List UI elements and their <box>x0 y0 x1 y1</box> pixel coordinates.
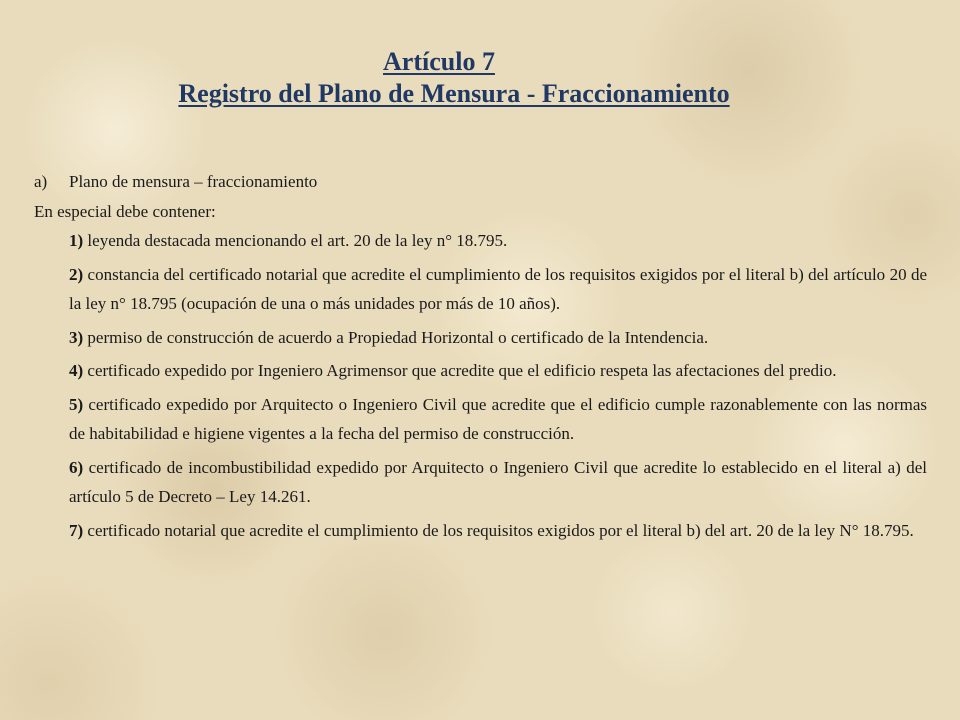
requirement-number: 5) <box>69 394 84 414</box>
requirement-text: constancia del certificado notarial que acredite el cumplimiento de los requisitos exigidos por el literal b) del artículo 20 de la ley n° 18.795 (ocupación de una o más unidades por más de 10 años). <box>69 264 927 313</box>
section-a-text: Plano de mensura – fraccionamiento <box>69 172 318 191</box>
article-number-title: Artículo 7 <box>383 47 495 76</box>
requirement-item <box>34 453 927 512</box>
article-subject-title: Registro del Plano de Mensura - Fraccionamiento <box>178 79 730 108</box>
requirement-number: 2) <box>69 264 84 284</box>
intro-text: En especial debe contener: <box>34 201 216 221</box>
requirement-item <box>34 516 927 546</box>
requirement-item <box>34 226 927 256</box>
requirement-number: 4) <box>69 361 84 380</box>
requirement-item <box>34 390 927 449</box>
requirement-item <box>34 323 927 353</box>
section-a-heading <box>34 167 927 197</box>
requirement-number: 7) <box>69 520 84 540</box>
requirement-text: certificado expedido por Arquitecto o Ingeniero Civil que acredite que el edificio cumple razonablemente con las normas de habitabilidad e higiene vigentes a la fecha del permiso de construcción. <box>69 394 927 443</box>
requirement-number: 6) <box>69 457 84 477</box>
requirement-text: permiso de construcción de acuerdo a Propiedad Horizontal o certificado de la Intendencia. <box>83 327 709 347</box>
requirement-text: certificado de incombustibilidad expedido por Arquitecto o Ingeniero Civil que acredite lo establecido en el literal a) del artículo 5 de Decreto – Ley 14.261. <box>69 457 927 506</box>
slide-title <box>0 46 960 110</box>
section-a-marker: a) <box>34 172 48 191</box>
slide-body <box>34 167 927 549</box>
requirement-number: 3) <box>69 327 84 347</box>
requirement-text: leyenda destacada mencionando el art. 20 de la ley n° 18.795. <box>83 231 508 250</box>
requirement-number: 1) <box>69 231 84 250</box>
requirement-item <box>34 260 927 319</box>
requirement-text: certificado expedido por Ingeniero Agrimensor que acredite que el edificio respeta las afectaciones del predio. <box>83 361 837 380</box>
requirement-text: certificado notarial que acredite el cumplimiento de los requisitos exigidos por el literal b) del art. 20 de la ley N° 18.795. <box>83 520 914 540</box>
requirement-item <box>34 356 927 386</box>
